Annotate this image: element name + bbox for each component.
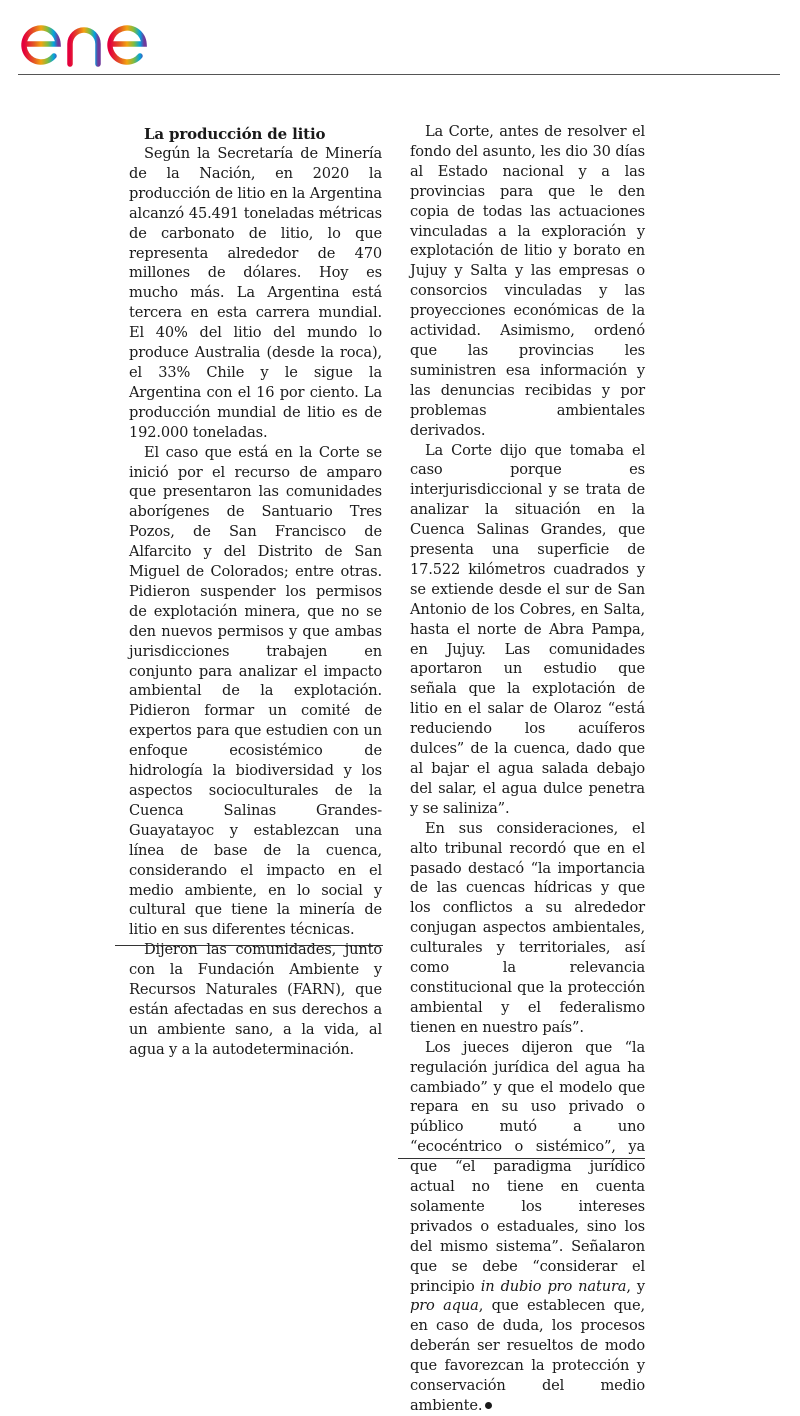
latin-phrase: pro aqua bbox=[410, 1297, 479, 1315]
paragraph: La Corte dijo que tomaba el caso porque es interjurisdiccional y se trata de analizar la situación en la Cuenca Salinas Grandes, que presenta una superficie de 17.522 kilómetros cuadrados y se extiende desde el sur de San Antonio de los Cobres, en Salta, hasta el norte de Abra Pampa, en Jujuy. Las comunidades aportaron un estudio que señala que la explotación de litio en el salar de Olaroz “está reduciendo los acuíferos dulces” de la cuenca, dado que al bajar el agua salada debajo del salar, el agua dulce penetra y se saliniza”. bbox=[410, 441, 645, 817]
latin-phrase: in dubio pro natura bbox=[480, 1277, 627, 1295]
paragraph-final bbox=[410, 1038, 645, 1416]
column-end-rule-left bbox=[115, 945, 383, 946]
end-of-article-bullet bbox=[485, 1402, 492, 1409]
section-title: La producción de litio bbox=[144, 125, 326, 143]
paragraph: El caso que está en la Corte se inició por el recurso de amparo que presentaron las comunidades aborígenes de Santuario Tres Pozos, de San Francisco de Alfarcito y del Distrito de San Miguel de Colorados; entre otras. Pidieron suspender los permisos de explotación minera, que no se den nuevos permisos y que ambas jurisdicciones trabajen en conjunto para analizar el impacto ambiental de la explotación. Pidieron formar un comité de expertos para que estudien con un enfoque ecosistémico de hidrología la biodiversidad y los aspectos socioculturales de la Cuenca Salinas Grandes-Guayatayoc y establezcan una línea de base de la cuenca, considerando el impacto en el medio ambiente, en lo social y cultural que tiene la minería de litio en sus diferentes técnicas. bbox=[129, 443, 382, 939]
enel-logo bbox=[18, 6, 188, 68]
paragraph: La Corte, antes de resolver el fondo del asunto, les dio 30 días al Estado nacional y a las provincias para que le den copia de todas las actuaciones vinculadas a la exploración y explotación de litio y borato en Jujuy y Salta y las empresas o consorcios vinculadas y las proyecciones económicas de la actividad. Asimismo, ordenó que las provincias les suministren esa información y las denuncias recibidas y por problemas ambientales derivados. bbox=[410, 123, 645, 439]
text-run: Los jueces dijeron que “la regulación jurídica del agua ha cambiado” y que el modelo que repara en su uso privado o público mutó a uno “ecocéntrico o sistémico”, ya que “el paradigma jurídico actual no tiene en cuenta solamente los intereses privados o estaduales, sino los del mismo sistema”. Señalaron que se debe “considerar el principio bbox=[410, 1038, 645, 1295]
paragraph: En sus consideraciones, el alto tribunal recordó que en el pasado destacó “la importancia de las cuencas hídricas y que los conflictos a su alrededor conjugan aspectos ambientales, culturales y territoriales, así como la relevancia constitucional que la protección ambiental y el federalismo tienen en nuestro país”. bbox=[410, 819, 645, 1036]
text-run: , y bbox=[626, 1277, 645, 1295]
text-run: , que establecen que, en caso de duda, los procesos deberán ser resueltos de modo que favorezcan la protección y conservación del medio ambiente. bbox=[410, 1297, 645, 1414]
article-column-left bbox=[129, 124, 382, 1060]
header-divider bbox=[18, 74, 780, 75]
paragraph: Según la Secretaría de Minería de la Nación, en 2020 la producción de litio en la Argentina alcanzó 45.491 toneladas métricas de carbonato de litio, lo que representa alrededor de 470 millones de dólares. Hoy es mucho más. La Argentina está tercera en esta carrera mundial. El 40% del litio del mundo lo produce Australia (desde la roca), el 33% Chile y le sigue la Argentina con el 16 por ciento. La producción mundial de litio es de 192.000 toneladas. bbox=[129, 145, 382, 441]
paragraph: Dijeron las comunidades, junto con la Fundación Ambiente y Recursos Naturales (FARN), que están afectadas en sus derechos a un ambiente sano, a la vida, al agua y a la autodeterminación. bbox=[129, 941, 382, 1058]
article-column-right bbox=[410, 122, 645, 1416]
column-end-rule-right bbox=[398, 1158, 645, 1159]
